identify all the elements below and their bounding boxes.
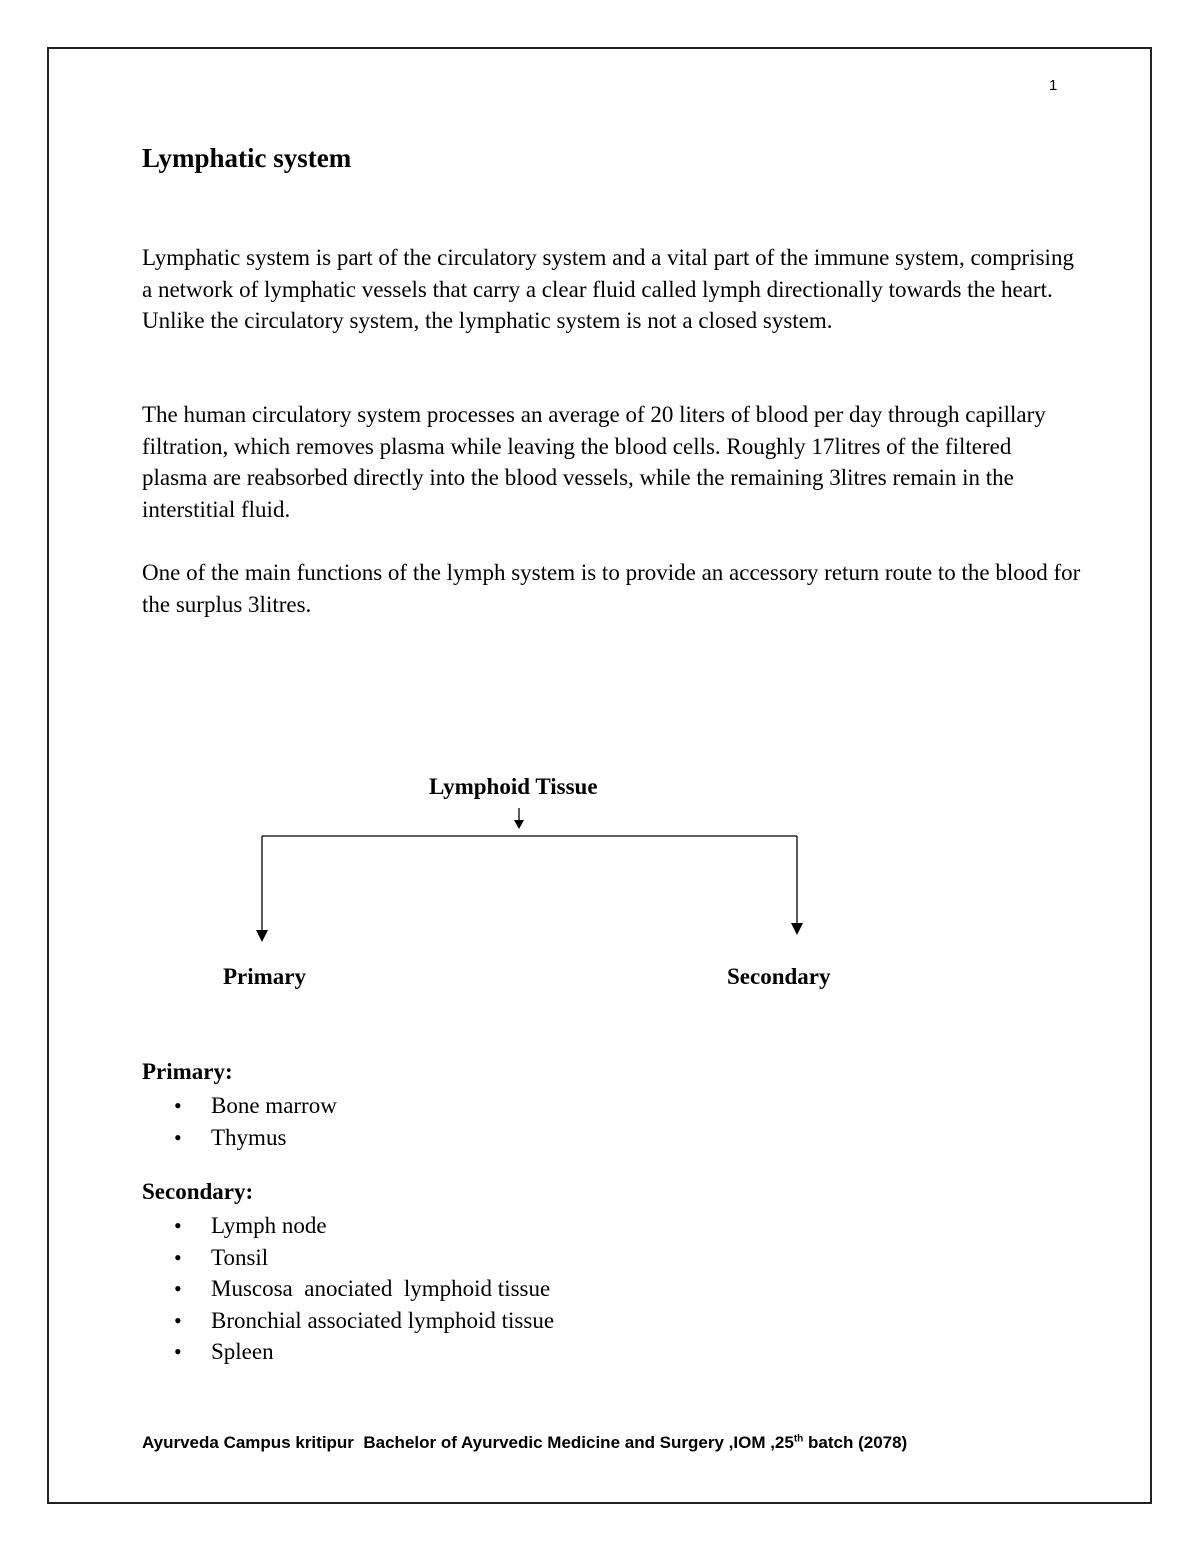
list-item: • Muscosa anociated lymphoid tissue	[142, 1273, 554, 1305]
secondary-heading: Secondary:	[142, 1179, 254, 1204]
list-item: • Bone marrow	[142, 1090, 337, 1122]
footer-batch: batch (2078)	[803, 1433, 908, 1452]
page-title: Lymphatic system	[142, 143, 352, 173]
diagram-connectors	[262, 808, 797, 932]
list-item: • Lymph node	[142, 1210, 554, 1242]
secondary-list	[142, 1210, 554, 1368]
footer-superscript: th	[793, 1433, 804, 1445]
footer-text: Ayurveda Campus kritipur Bachelor of Ayurvedic Medicine and Surgery ,IOM ,25	[142, 1433, 794, 1452]
list-item: • Spleen	[142, 1336, 554, 1368]
primary-list	[142, 1090, 337, 1153]
diagram-secondary-label: Secondary	[727, 964, 831, 989]
diagram-primary-label: Primary	[223, 964, 307, 989]
root-arrowhead	[514, 820, 524, 829]
left-arrowhead	[256, 930, 268, 942]
primary-heading: Primary:	[142, 1059, 233, 1084]
list-item: • Tonsil	[142, 1242, 554, 1274]
right-arrowhead	[791, 923, 803, 935]
paragraph-circulation: The human circulatory system processes an average of 20 liters of blood per day through capillary filtration, which removes plasma while leaving the blood cells. Roughly 17litres of the filtered plasma are reabsorbed directly into the blood vessels, while the remaining 3litres remain in the interstitial fluid.	[142, 402, 1046, 522]
paragraph-function: One of the main functions of the lymph system is to provide an accessory return route to the blood for the surplus 3litres.	[142, 560, 1081, 617]
page-number: 1	[1049, 77, 1058, 94]
page-footer	[142, 1433, 907, 1453]
list-item: • Bronchial associated lymphoid tissue	[142, 1305, 554, 1337]
list-item: • Thymus	[142, 1122, 337, 1154]
paragraph-intro: Lymphatic system is part of the circulatory system and a vital part of the immune system, comprising a network of lymphatic vessels that carry a clear fluid called lymph directionally towards the heart. Unlike the circulatory system, the lymphatic system is not a closed system.	[142, 245, 1074, 334]
diagram-root-label: Lymphoid Tissue	[429, 774, 598, 799]
